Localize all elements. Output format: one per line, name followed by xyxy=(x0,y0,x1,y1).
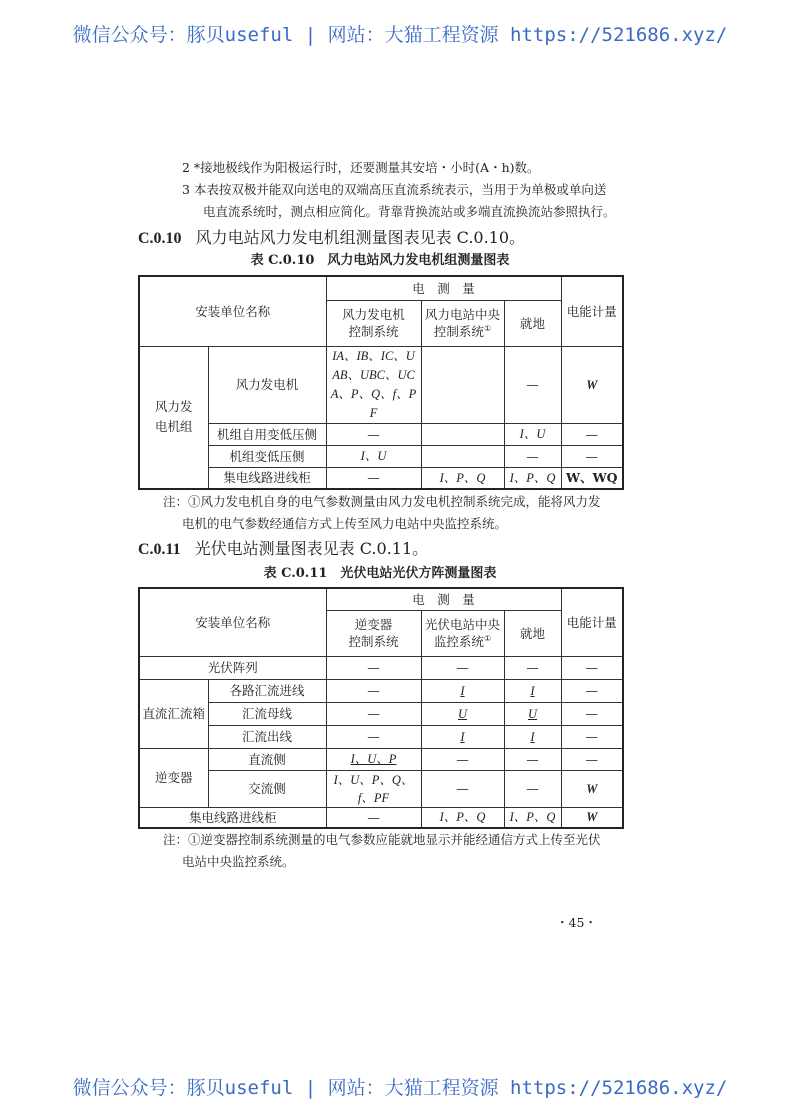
cell-c4: — xyxy=(561,445,623,467)
group-cell: 直流汇流箱 xyxy=(139,679,208,748)
cell-c2: — xyxy=(421,656,504,679)
page-number: ・45・ xyxy=(556,915,597,930)
cell-c2: I xyxy=(421,725,504,748)
note-line: 电直流系统时，测点相应简化。背靠背换流站或多端直流换流站参照执行。 xyxy=(203,204,616,219)
table-note: 电站中央监控系统。 xyxy=(182,854,295,869)
row-name: 风力发电机 xyxy=(208,346,326,423)
cell-c2 xyxy=(421,445,504,467)
cell-c4: — xyxy=(561,748,623,770)
cell-c2 xyxy=(421,346,504,423)
row-name: 集电线路进线柜 xyxy=(208,467,326,489)
row-name: 交流侧 xyxy=(208,770,326,807)
header-energy: 电能计量 xyxy=(561,276,623,346)
cell-c3: — xyxy=(504,346,561,423)
group-cell: 风力发电机组 xyxy=(139,346,208,489)
cell-c2: — xyxy=(421,748,504,770)
watermark-bottom: 微信公众号：豚贝useful | 网站：大猫工程资源 https://521686.xyz/ xyxy=(72,1077,728,1099)
section-text: 光伏电站测量图表见表 C.0.11。 xyxy=(194,539,429,558)
row-name: 各路汇流进线 xyxy=(208,679,326,702)
cell-c4: — xyxy=(561,679,623,702)
cell-c1: — xyxy=(326,725,421,748)
cell-c3: — xyxy=(504,656,561,679)
cell-c1: I、U、P xyxy=(326,748,421,770)
row-name: 光伏阵列 xyxy=(139,656,326,679)
header-energy: 电能计量 xyxy=(561,588,623,656)
group-cell: 逆变器 xyxy=(139,748,208,807)
cell-c3: I xyxy=(504,679,561,702)
header-c3: 就地 xyxy=(504,300,561,346)
cell-c4: — xyxy=(561,423,623,445)
cell-c3: I、P、Q xyxy=(504,807,561,828)
header-measure: 电 测 量 xyxy=(326,588,561,610)
section-c0-10 xyxy=(138,228,525,249)
header-c1: 逆变器 控制系统 xyxy=(326,610,421,656)
cell-c2 xyxy=(421,423,504,445)
header-c2: 风力电站中央 控制系统① xyxy=(421,300,504,346)
cell-c3: I、U xyxy=(504,423,561,445)
header-unit: 安装单位名称 xyxy=(139,276,326,346)
cell-c4: — xyxy=(561,725,623,748)
cell-c1: — xyxy=(326,423,421,445)
header-measure: 电 测 量 xyxy=(326,276,561,300)
cell-c2: — xyxy=(421,770,504,807)
cell-c1: — xyxy=(326,679,421,702)
section-text: 风力电站风力发电机组测量图表见表 C.0.10。 xyxy=(195,228,526,247)
section-number: C.0.11 xyxy=(138,541,181,558)
header-c1: 风力发电机 控制系统 xyxy=(326,300,421,346)
cell-c1: I、U、P、Q、f、PF xyxy=(326,770,421,807)
header-unit: 安装单位名称 xyxy=(139,588,326,656)
header-c3: 就地 xyxy=(504,610,561,656)
row-name: 汇流出线 xyxy=(208,725,326,748)
cell-c1: — xyxy=(326,467,421,489)
cell-c3: — xyxy=(504,445,561,467)
cell-c3: — xyxy=(504,770,561,807)
cell-c1: I、U xyxy=(326,445,421,467)
cell-c4: W xyxy=(561,346,623,423)
cell-c3: I、P、Q xyxy=(504,467,561,489)
table-note: 电机的电气参数经通信方式上传至风力电站中央监控系统。 xyxy=(182,516,508,531)
cell-c4: — xyxy=(561,656,623,679)
section-c0-11 xyxy=(138,539,428,560)
table-note: 注：①风力发电机自身的电气参数测量由风力发电机控制系统完成，能将风力发 xyxy=(163,494,601,509)
cell-c1: — xyxy=(326,702,421,725)
table-caption: 表 C.0.11 光伏电站光伏方阵测量图表 xyxy=(263,566,497,581)
row-name: 汇流母线 xyxy=(208,702,326,725)
cell-c2: I、P、Q xyxy=(421,807,504,828)
cell-c3: I xyxy=(504,725,561,748)
row-name: 集电线路进线柜 xyxy=(139,807,326,828)
cell-c4: W xyxy=(561,807,623,828)
cell-c3: — xyxy=(504,748,561,770)
header-c2: 光伏电站中央 监控系统① xyxy=(421,610,504,656)
cell-c2: I、P、Q xyxy=(421,467,504,489)
cell-c2: I xyxy=(421,679,504,702)
section-number: C.0.10 xyxy=(138,230,182,247)
cell-c3: U xyxy=(504,702,561,725)
cell-c1: — xyxy=(326,807,421,828)
watermark-top: 微信公众号：豚贝useful | 网站：大猫工程资源 https://521686.xyz/ xyxy=(72,24,728,46)
pv-measurement-table xyxy=(138,587,624,829)
cell-c2: U xyxy=(421,702,504,725)
cell-c4: W、WQ xyxy=(561,467,623,489)
cell-c1: — xyxy=(326,656,421,679)
note-line: 3 本表按双极并能双向送电的双端高压直流系统表示，当用于为单极或单向送 xyxy=(182,182,607,197)
table-note: 注：①逆变器控制系统测量的电气参数应能就地显示并能经通信方式上传至光伏 xyxy=(163,832,601,847)
row-name: 机组变低压侧 xyxy=(208,445,326,467)
row-name: 直流侧 xyxy=(208,748,326,770)
cell-c1: IA、IB、IC、UAB、UBC、UCA、P、Q、f、PF xyxy=(326,346,421,423)
table-caption: 表 C.0.10 风力电站风力发电机组测量图表 xyxy=(250,253,510,268)
row-name: 机组自用变低压侧 xyxy=(208,423,326,445)
wind-measurement-table xyxy=(138,275,624,490)
cell-c4: — xyxy=(561,702,623,725)
note-line: 2 *接地极线作为阳极运行时，还要测量其安培・小时(A・h)数。 xyxy=(182,160,540,175)
cell-c4: W xyxy=(561,770,623,807)
